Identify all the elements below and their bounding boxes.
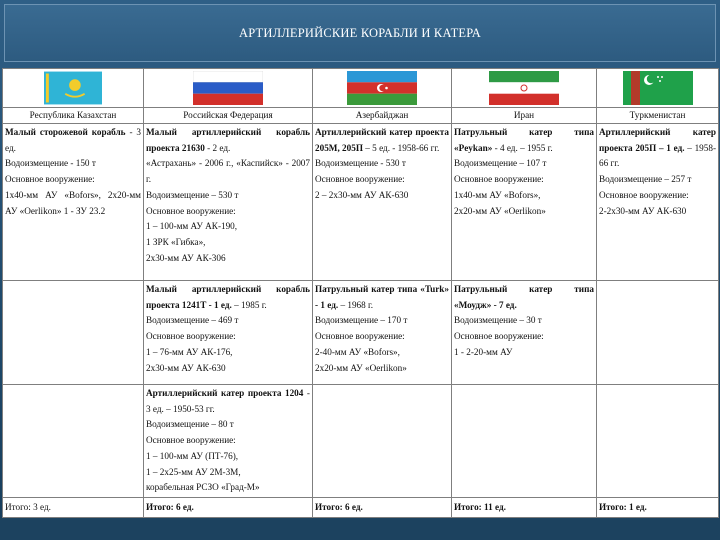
ship-entry-ru-3: Артиллерийский катер проекта 1204 - 3 ед. – 1950-53 гг. Водоизмещение – 80 т Основное вооружение: 1 – 100-мм АУ (ПТ-76), 1 – 2х25-мм АУ 2М-3М, корабельная РСЗО «Град-М» [144, 385, 313, 498]
ship-entry-ru-1: Малый артиллерийский корабль проекта 21630 - 2 ед. «Астрахань» - 2006 г., «Каспийск» - 2007 г. Водоизмещение – 530 т Основное вооружение: 1 – 100-мм АУ АК-190, 1 ЗРК «Гибка», 2х30-мм АУ АК-306 [144, 124, 313, 281]
table-row [3, 385, 719, 498]
russia-flag-icon [193, 71, 263, 105]
country-turkmenistan: Туркменистан [597, 108, 719, 124]
slide-bottom-strip [0, 518, 720, 540]
flag-cell-ir [452, 69, 597, 108]
totals-row [3, 498, 719, 518]
table-row [3, 281, 719, 385]
empty-cell [597, 385, 719, 498]
country-russia: Российская Федерация [144, 108, 313, 124]
flag-cell-tm [597, 69, 719, 108]
total-ru: Итого: 6 ед. [144, 498, 313, 518]
slide-title: АРТИЛЛЕРИЙСКИЕ КОРАБЛИ И КАТЕРА [238, 25, 482, 40]
iran-flag-icon [489, 71, 559, 105]
country-iran: Иран [452, 108, 597, 124]
total-az: Итого: 6 ед. [313, 498, 452, 518]
slide-title-bar [4, 4, 716, 62]
total-tm: Итого: 1 ед. [597, 498, 719, 518]
empty-cell [597, 281, 719, 385]
ship-entry-ir-2: Патрульный катер типа «Моудж» - 7 ед. Водоизмещение – 30 т Основное вооружение: 1 - 2-20-мм АУ [452, 281, 597, 385]
azerbaijan-flag-icon [347, 71, 417, 105]
ship-entry-tm-1: Артиллерийский катер проекта 205П – 1 ед. – 1958-66 гг. Водоизмещение – 257 т Основное вооружение: 2-2х30-мм АУ АК-630 [597, 124, 719, 281]
ship-entry-kz-1: Малый сторожевой корабль - 3 ед. Водоизмещение - 150 т Основное вооружение: 1х40-мм АУ «Bofors», 2х20-мм АУ «Oerlikon» 1 - ЗУ 23.2 [3, 124, 144, 281]
ship-entry-az-1: Артиллерийский катер проекта 205М, 205П – 5 ед. - 1958-66 гг. Водоизмещение - 530 т Основное вооружение: 2 – 2х30-мм АУ АК-630 [313, 124, 452, 281]
country-azerbaijan: Азербайджан [313, 108, 452, 124]
flag-row [3, 69, 719, 108]
total-kz: Итого: 3 ед. [3, 498, 144, 518]
ships-table [2, 68, 719, 518]
total-ir: Итого: 11 ед. [452, 498, 597, 518]
flag-cell-az [313, 69, 452, 108]
flag-cell-kz [3, 69, 144, 108]
kazakhstan-flag-icon [44, 71, 102, 105]
ship-entry-az-2: Патрульный катер типа «Turk» - 1 ед. – 1968 г. Водоизмещение – 170 т Основное вооружение: 2-40-мм АУ «Bofors», 2х20-мм АУ «Oerlikon» [313, 281, 452, 385]
ship-entry-ir-1: Патрульный катер типа «Peykan» - 4 ед. – 1955 г. Водоизмещение – 107 т Основное вооружение: 1х40-мм АУ «Bofors», 2х20-мм АУ «Oerlikon» [452, 124, 597, 281]
table-row [3, 124, 719, 281]
ship-entry-ru-2: Малый артиллерийский корабль проекта 1241Т - 1 ед. – 1985 г. Водоизмещение – 469 т Основное вооружение: 1 – 76-мм АУ АК-176, 2х30-мм АУ АК-630 [144, 281, 313, 385]
empty-cell [3, 281, 144, 385]
country-kazakhstan: Республика Казахстан [3, 108, 144, 124]
empty-cell [3, 385, 144, 498]
country-header-row [3, 108, 719, 124]
empty-cell [313, 385, 452, 498]
turkmenistan-flag-icon [623, 71, 693, 105]
flag-cell-ru [144, 69, 313, 108]
empty-cell [452, 385, 597, 498]
